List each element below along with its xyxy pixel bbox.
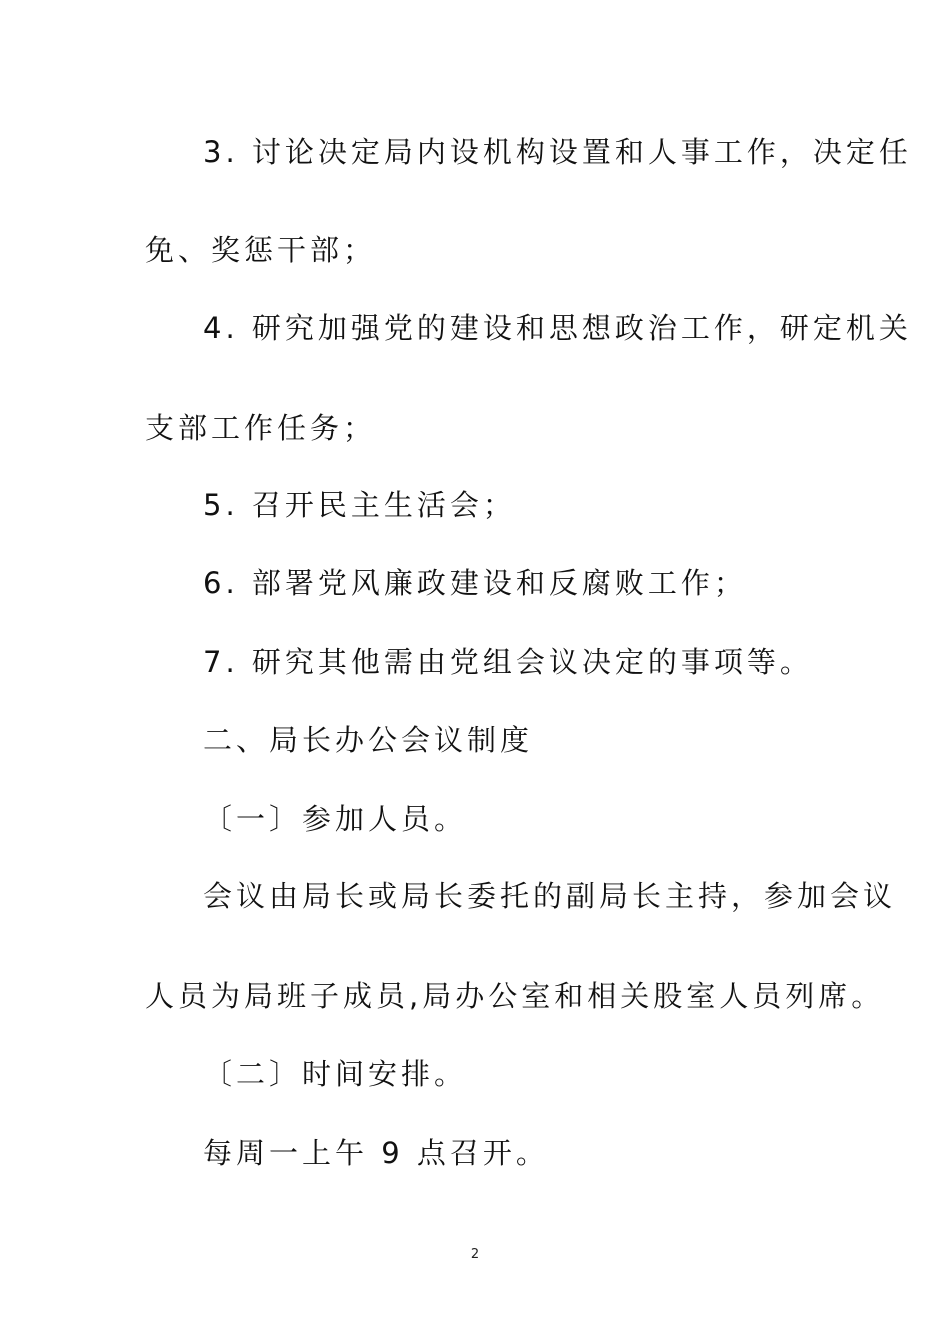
page-number: 2 [470,1247,480,1262]
item-6: 6. 部署党风廉政建设和反腐败工作； [203,566,747,600]
subsection-heading-1: 〔一〕参加人员。 [203,802,468,836]
item-4-line-2: 支部工作任务； [145,411,377,445]
schedule-line: 每周一上午 9 点召开。 [203,1136,549,1170]
item-3-line-1: 3. 讨论决定局内设机构设置和人事工作，决定任 [203,135,912,169]
item-7: 7. 研究其他需由党组会议决定的事项等。 [203,645,813,679]
paragraph-line-2: 人员为局班子成员,局办公室和相关股室人员列席。 [145,979,885,1013]
item-3-line-2: 免、奖惩干部； [145,233,377,267]
paragraph-line-1: 会议由局长或局长委托的副局长主持，参加会议 [203,879,897,913]
item-4-line-1: 4. 研究加强党的建设和思想政治工作，研定机关 [203,311,912,345]
item-5: 5. 召开民主生活会； [203,488,516,522]
section-heading: 二、局长办公会议制度 [203,723,534,757]
subsection-heading-2: 〔二〕时间安排。 [203,1057,468,1091]
